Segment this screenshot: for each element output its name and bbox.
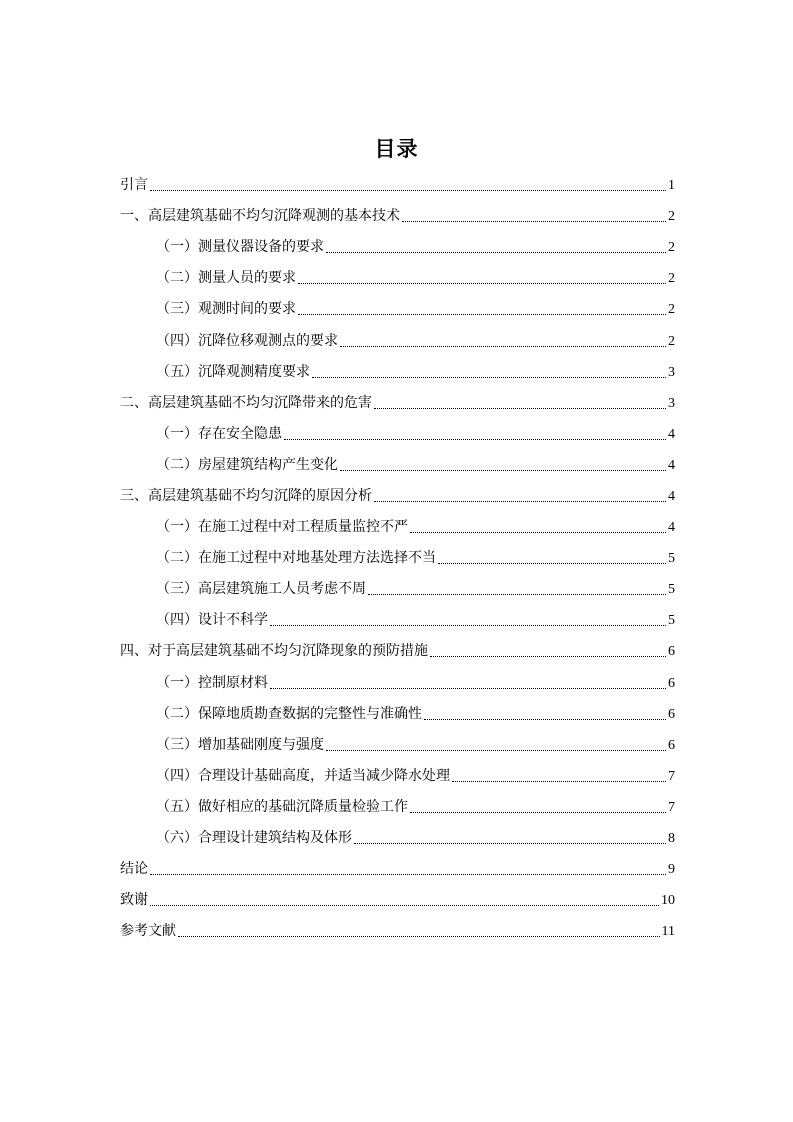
toc-entry-label: （二）在施工过程中对地基处理方法选择不当 bbox=[156, 550, 436, 567]
toc-entry-page-number: 5 bbox=[668, 582, 675, 598]
toc-entry[interactable] bbox=[120, 885, 675, 916]
toc-dot-leader bbox=[410, 531, 666, 533]
toc-dot-leader bbox=[410, 811, 666, 813]
toc-entry-page-number: 6 bbox=[668, 675, 675, 691]
toc-entry-label: （四）沉降位移观测点的要求 bbox=[156, 332, 338, 349]
toc-entry-page-number: 2 bbox=[668, 271, 675, 287]
toc-dot-leader bbox=[312, 376, 666, 378]
toc-entry[interactable] bbox=[120, 512, 675, 543]
toc-dot-leader bbox=[374, 500, 666, 502]
toc-entry-label: （三）观测时间的要求 bbox=[156, 301, 296, 318]
toc-entry[interactable] bbox=[120, 481, 675, 512]
toc-entry[interactable] bbox=[120, 605, 675, 636]
toc-dot-leader bbox=[430, 655, 666, 657]
toc-entry-label: （四）设计不科学 bbox=[156, 612, 268, 629]
toc-entry-page-number: 4 bbox=[668, 457, 675, 473]
toc-entry-label: （一）控制原材料 bbox=[156, 674, 268, 691]
toc-list bbox=[120, 170, 675, 947]
toc-entry-label: （一）测量仪器设备的要求 bbox=[156, 239, 324, 256]
toc-dot-leader bbox=[340, 345, 666, 347]
toc-entry-label: （二）保障地质勘查数据的完整性与准确性 bbox=[156, 705, 422, 722]
toc-entry[interactable] bbox=[120, 792, 675, 823]
toc-dot-leader bbox=[374, 407, 666, 409]
toc-dot-leader bbox=[298, 313, 666, 315]
toc-entry[interactable] bbox=[120, 201, 675, 232]
toc-entry-label: 引言 bbox=[120, 177, 148, 194]
toc-dot-leader bbox=[340, 469, 666, 471]
toc-entry[interactable] bbox=[120, 294, 675, 325]
toc-dot-leader bbox=[424, 718, 666, 720]
toc-entry[interactable] bbox=[120, 761, 675, 792]
toc-entry-label: （六）合理设计建筑结构及体形 bbox=[156, 830, 352, 847]
toc-entry[interactable] bbox=[120, 543, 675, 574]
toc-entry-page-number: 7 bbox=[668, 768, 675, 784]
toc-entry-label: （二）房屋建筑结构产生变化 bbox=[156, 456, 338, 473]
toc-entry-page-number: 4 bbox=[668, 520, 675, 536]
toc-entry[interactable] bbox=[120, 916, 675, 947]
toc-entry-label: （一）在施工过程中对工程质量监控不严 bbox=[156, 519, 408, 536]
toc-entry-label: （四）合理设计基础高度，并适当减少降水处理 bbox=[156, 767, 450, 784]
toc-dot-leader bbox=[270, 687, 666, 689]
toc-title: 目录 bbox=[374, 137, 419, 161]
toc-entry-page-number: 2 bbox=[668, 302, 675, 318]
toc-entry-page-number: 7 bbox=[668, 799, 675, 815]
toc-entry[interactable] bbox=[120, 668, 675, 699]
toc-entry-label: 致谢 bbox=[120, 892, 148, 909]
toc-entry-page-number: 1 bbox=[668, 178, 675, 194]
toc-entry[interactable] bbox=[120, 730, 675, 761]
toc-entry-label: 结论 bbox=[120, 861, 148, 878]
toc-entry-page-number: 4 bbox=[668, 426, 675, 442]
toc-entry-page-number: 4 bbox=[668, 488, 675, 504]
toc-dot-leader bbox=[150, 189, 666, 191]
toc-entry-label: （五）沉降观测精度要求 bbox=[156, 363, 310, 380]
toc-dot-leader bbox=[402, 220, 666, 222]
toc-entry[interactable] bbox=[120, 388, 675, 419]
toc-entry-label: 一、高层建筑基础不均匀沉降观测的基本技术 bbox=[120, 208, 400, 225]
toc-dot-leader bbox=[354, 842, 666, 844]
toc-entry-page-number: 3 bbox=[668, 364, 675, 380]
toc-entry[interactable] bbox=[120, 419, 675, 450]
toc-entry[interactable] bbox=[120, 823, 675, 854]
toc-entry-page-number: 2 bbox=[668, 333, 675, 349]
toc-dot-leader bbox=[284, 438, 666, 440]
toc-entry-label: 二、高层建筑基础不均匀沉降带来的危害 bbox=[120, 394, 372, 411]
toc-entry[interactable] bbox=[120, 574, 675, 605]
toc-dot-leader bbox=[178, 935, 660, 937]
toc-dot-leader bbox=[438, 562, 666, 564]
toc-entry[interactable] bbox=[120, 325, 675, 356]
toc-entry[interactable] bbox=[120, 636, 675, 667]
toc-entry[interactable] bbox=[120, 232, 675, 263]
toc-entry-page-number: 11 bbox=[661, 924, 675, 940]
toc-entry-page-number: 5 bbox=[668, 613, 675, 629]
toc-entry[interactable] bbox=[120, 170, 675, 201]
toc-entry-page-number: 2 bbox=[668, 209, 675, 225]
toc-entry-page-number: 2 bbox=[668, 240, 675, 256]
toc-entry-page-number: 6 bbox=[668, 737, 675, 753]
toc-entry[interactable] bbox=[120, 450, 675, 481]
toc-entry-label: 参考文献 bbox=[120, 923, 176, 940]
toc-entry-label: （二）测量人员的要求 bbox=[156, 270, 296, 287]
toc-entry-label: 三、高层建筑基础不均匀沉降的原因分析 bbox=[120, 487, 372, 504]
toc-entry-page-number: 8 bbox=[668, 831, 675, 847]
toc-entry-label: （三）高层建筑施工人员考虑不周 bbox=[156, 581, 366, 598]
toc-entry-page-number: 5 bbox=[668, 551, 675, 567]
toc-entry[interactable] bbox=[120, 699, 675, 730]
toc-dot-leader bbox=[270, 624, 666, 626]
toc-entry-page-number: 3 bbox=[668, 395, 675, 411]
toc-entry-label: 四、对于高层建筑基础不均匀沉降现象的预防措施 bbox=[120, 643, 428, 660]
toc-entry[interactable] bbox=[120, 854, 675, 885]
toc-entry-label: （一）存在安全隐患 bbox=[156, 425, 282, 442]
toc-entry-page-number: 10 bbox=[661, 893, 675, 909]
toc-entry[interactable] bbox=[120, 357, 675, 388]
toc-entry-page-number: 6 bbox=[668, 706, 675, 722]
toc-dot-leader bbox=[326, 251, 666, 253]
toc-dot-leader bbox=[150, 904, 659, 906]
toc-dot-leader bbox=[326, 749, 666, 751]
toc-entry-page-number: 6 bbox=[668, 644, 675, 660]
toc-entry-page-number: 9 bbox=[668, 862, 675, 878]
toc-dot-leader bbox=[298, 282, 666, 284]
toc-entry[interactable] bbox=[120, 263, 675, 294]
toc-dot-leader bbox=[368, 593, 666, 595]
toc-dot-leader bbox=[452, 780, 666, 782]
toc-entry-label: （三）增加基础刚度与强度 bbox=[156, 736, 324, 753]
toc-dot-leader bbox=[150, 873, 666, 875]
toc-entry-label: （五）做好相应的基础沉降质量检验工作 bbox=[156, 798, 408, 815]
